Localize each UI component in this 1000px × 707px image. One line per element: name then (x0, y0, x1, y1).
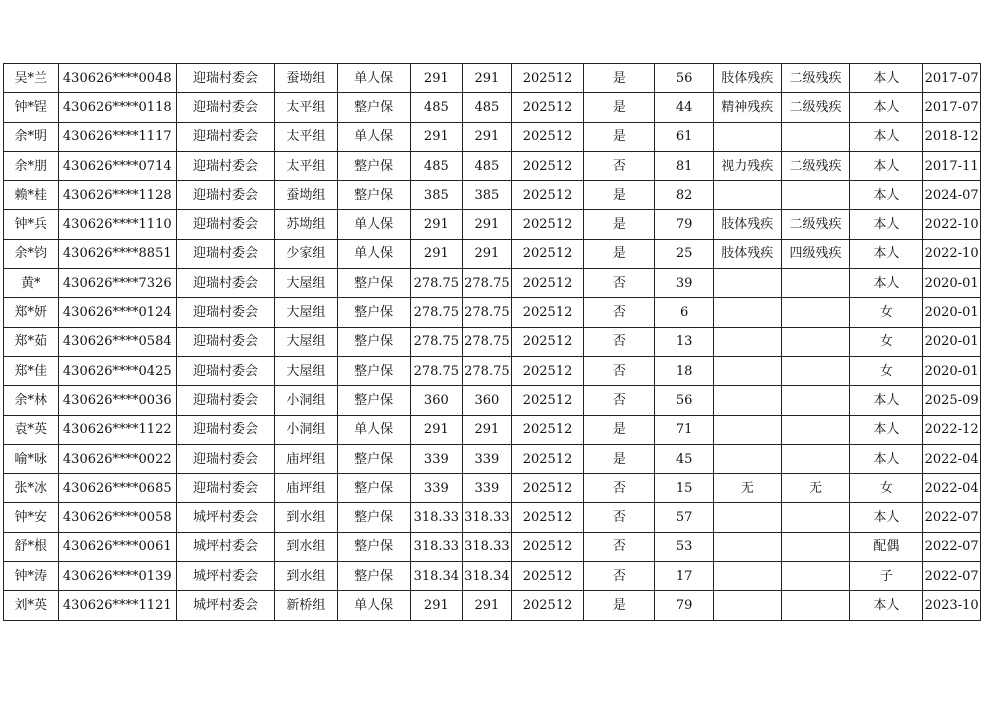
start-date-cell: 2018-12 (923, 122, 981, 151)
name-cell: 钟*安 (4, 503, 59, 532)
name-cell: 余*钧 (4, 239, 59, 268)
id-number-cell: 430626****0124 (58, 298, 176, 327)
village-committee-cell: 迎瑞村委会 (176, 151, 274, 180)
name-cell: 钟*兵 (4, 210, 59, 239)
start-date-cell: 2022-07 (923, 562, 981, 591)
period-cell: 202512 (511, 415, 584, 444)
disability-type-cell (713, 269, 781, 298)
coverage-type-cell: 整户保 (337, 269, 410, 298)
disability-type-cell: 肢体残疾 (713, 210, 781, 239)
disability-type-cell: 视力残疾 (713, 151, 781, 180)
disability-type-cell (713, 444, 781, 473)
age-cell: 15 (655, 474, 714, 503)
village-committee-cell: 迎瑞村委会 (176, 93, 274, 122)
flag-cell: 是 (584, 122, 655, 151)
name-cell: 黄* (4, 269, 59, 298)
standard-amount-cell: 291 (410, 210, 463, 239)
standard-amount-cell: 318.34 (410, 562, 463, 591)
coverage-type-cell: 整户保 (337, 444, 410, 473)
id-number-cell: 430626****0118 (58, 93, 176, 122)
standard-amount-cell: 278.75 (410, 298, 463, 327)
relation-cell: 女 (850, 474, 923, 503)
payment-amount-cell: 291 (463, 239, 512, 268)
standard-amount-cell: 291 (410, 239, 463, 268)
period-cell: 202512 (511, 356, 584, 385)
disability-type-cell (713, 562, 781, 591)
group-cell: 太平组 (275, 151, 338, 180)
disability-type-cell: 无 (713, 474, 781, 503)
age-cell: 71 (655, 415, 714, 444)
disability-level-cell (781, 386, 850, 415)
payment-amount-cell: 318.34 (463, 562, 512, 591)
age-cell: 6 (655, 298, 714, 327)
period-cell: 202512 (511, 562, 584, 591)
start-date-cell: 2022-07 (923, 532, 981, 561)
village-committee-cell: 城坪村委会 (176, 532, 274, 561)
coverage-type-cell: 单人保 (337, 591, 410, 620)
payment-amount-cell: 485 (463, 151, 512, 180)
coverage-type-cell: 整户保 (337, 181, 410, 210)
table-row (4, 210, 981, 239)
relation-cell: 本人 (850, 181, 923, 210)
flag-cell: 是 (584, 210, 655, 239)
disability-level-cell (781, 356, 850, 385)
village-committee-cell: 城坪村委会 (176, 562, 274, 591)
disability-type-cell: 肢体残疾 (713, 64, 781, 93)
name-cell: 张*冰 (4, 474, 59, 503)
group-cell: 到水组 (275, 503, 338, 532)
period-cell: 202512 (511, 239, 584, 268)
age-cell: 56 (655, 386, 714, 415)
payment-amount-cell: 360 (463, 386, 512, 415)
start-date-cell: 2025-09 (923, 386, 981, 415)
relation-cell: 本人 (850, 93, 923, 122)
period-cell: 202512 (511, 532, 584, 561)
age-cell: 25 (655, 239, 714, 268)
payment-amount-cell: 291 (463, 210, 512, 239)
payment-amount-cell: 291 (463, 591, 512, 620)
standard-amount-cell: 485 (410, 151, 463, 180)
relief-recipient-table (3, 63, 981, 621)
standard-amount-cell: 339 (410, 474, 463, 503)
flag-cell: 是 (584, 93, 655, 122)
period-cell: 202512 (511, 503, 584, 532)
group-cell: 到水组 (275, 532, 338, 561)
age-cell: 81 (655, 151, 714, 180)
village-committee-cell: 迎瑞村委会 (176, 415, 274, 444)
table-row (4, 239, 981, 268)
village-committee-cell: 迎瑞村委会 (176, 239, 274, 268)
name-cell: 余*朋 (4, 151, 59, 180)
village-committee-cell: 城坪村委会 (176, 591, 274, 620)
start-date-cell: 2020-01 (923, 269, 981, 298)
coverage-type-cell: 单人保 (337, 122, 410, 151)
period-cell: 202512 (511, 591, 584, 620)
start-date-cell: 2022-04 (923, 474, 981, 503)
id-number-cell: 430626****0139 (58, 562, 176, 591)
id-number-cell: 430626****8851 (58, 239, 176, 268)
start-date-cell: 2017-07 (923, 64, 981, 93)
flag-cell: 是 (584, 181, 655, 210)
table-row (4, 356, 981, 385)
payment-amount-cell: 339 (463, 444, 512, 473)
period-cell: 202512 (511, 444, 584, 473)
table-row (4, 474, 981, 503)
name-cell: 刘*英 (4, 591, 59, 620)
payment-amount-cell: 385 (463, 181, 512, 210)
village-committee-cell: 迎瑞村委会 (176, 122, 274, 151)
table-row (4, 532, 981, 561)
name-cell: 钟*锃 (4, 93, 59, 122)
table-row (4, 444, 981, 473)
flag-cell: 否 (584, 503, 655, 532)
start-date-cell: 2022-04 (923, 444, 981, 473)
disability-level-cell (781, 181, 850, 210)
table-row (4, 503, 981, 532)
disability-level-cell (781, 591, 850, 620)
id-number-cell: 430626****7326 (58, 269, 176, 298)
id-number-cell: 430626****1122 (58, 415, 176, 444)
start-date-cell: 2022-10 (923, 210, 981, 239)
payment-amount-cell: 278.75 (463, 327, 512, 356)
start-date-cell: 2024-07 (923, 181, 981, 210)
period-cell: 202512 (511, 122, 584, 151)
table-row (4, 298, 981, 327)
name-cell: 舒*根 (4, 532, 59, 561)
disability-type-cell (713, 181, 781, 210)
group-cell: 大屋组 (275, 298, 338, 327)
relation-cell: 本人 (850, 503, 923, 532)
group-cell: 新桥组 (275, 591, 338, 620)
flag-cell: 否 (584, 356, 655, 385)
table-row (4, 269, 981, 298)
table-row (4, 386, 981, 415)
flag-cell: 否 (584, 298, 655, 327)
name-cell: 袁*英 (4, 415, 59, 444)
age-cell: 17 (655, 562, 714, 591)
id-number-cell: 430626****1117 (58, 122, 176, 151)
id-number-cell: 430626****0048 (58, 64, 176, 93)
table-row (4, 122, 981, 151)
payment-amount-cell: 278.75 (463, 356, 512, 385)
coverage-type-cell: 整户保 (337, 503, 410, 532)
relation-cell: 配偶 (850, 532, 923, 561)
group-cell: 太平组 (275, 122, 338, 151)
group-cell: 大屋组 (275, 356, 338, 385)
standard-amount-cell: 278.75 (410, 327, 463, 356)
id-number-cell: 430626****1121 (58, 591, 176, 620)
disability-type-cell (713, 298, 781, 327)
disability-type-cell: 精神残疾 (713, 93, 781, 122)
start-date-cell: 2022-07 (923, 503, 981, 532)
group-cell: 大屋组 (275, 269, 338, 298)
age-cell: 79 (655, 210, 714, 239)
payment-amount-cell: 318.33 (463, 532, 512, 561)
name-cell: 郑*妍 (4, 298, 59, 327)
village-committee-cell: 迎瑞村委会 (176, 356, 274, 385)
age-cell: 61 (655, 122, 714, 151)
start-date-cell: 2020-01 (923, 327, 981, 356)
table-row (4, 151, 981, 180)
coverage-type-cell: 整户保 (337, 474, 410, 503)
disability-level-cell (781, 298, 850, 327)
disability-type-cell (713, 356, 781, 385)
disability-type-cell (713, 591, 781, 620)
disability-type-cell (713, 122, 781, 151)
payment-amount-cell: 278.75 (463, 269, 512, 298)
disability-level-cell (781, 269, 850, 298)
standard-amount-cell: 360 (410, 386, 463, 415)
payment-amount-cell: 318.33 (463, 503, 512, 532)
table-body (4, 64, 981, 621)
village-committee-cell: 迎瑞村委会 (176, 298, 274, 327)
disability-level-cell (781, 503, 850, 532)
id-number-cell: 430626****1128 (58, 181, 176, 210)
age-cell: 82 (655, 181, 714, 210)
coverage-type-cell: 单人保 (337, 415, 410, 444)
relation-cell: 女 (850, 298, 923, 327)
flag-cell: 否 (584, 269, 655, 298)
start-date-cell: 2023-10 (923, 591, 981, 620)
group-cell: 到水组 (275, 562, 338, 591)
name-cell: 赖*桂 (4, 181, 59, 210)
disability-type-cell (713, 503, 781, 532)
group-cell: 庙坪组 (275, 474, 338, 503)
village-committee-cell: 迎瑞村委会 (176, 444, 274, 473)
village-committee-cell: 迎瑞村委会 (176, 474, 274, 503)
period-cell: 202512 (511, 327, 584, 356)
coverage-type-cell: 整户保 (337, 356, 410, 385)
age-cell: 44 (655, 93, 714, 122)
disability-type-cell (713, 327, 781, 356)
age-cell: 57 (655, 503, 714, 532)
standard-amount-cell: 291 (410, 415, 463, 444)
disability-level-cell (781, 562, 850, 591)
age-cell: 53 (655, 532, 714, 561)
disability-level-cell: 无 (781, 474, 850, 503)
payment-amount-cell: 291 (463, 122, 512, 151)
standard-amount-cell: 318.33 (410, 503, 463, 532)
payment-amount-cell: 485 (463, 93, 512, 122)
disability-level-cell: 二级残疾 (781, 151, 850, 180)
table-row (4, 562, 981, 591)
disability-level-cell (781, 532, 850, 561)
group-cell: 大屋组 (275, 327, 338, 356)
start-date-cell: 2020-01 (923, 298, 981, 327)
relation-cell: 女 (850, 356, 923, 385)
flag-cell: 是 (584, 64, 655, 93)
name-cell: 喻*咏 (4, 444, 59, 473)
disability-type-cell (713, 532, 781, 561)
relation-cell: 本人 (850, 591, 923, 620)
coverage-type-cell: 单人保 (337, 64, 410, 93)
payment-amount-cell: 339 (463, 474, 512, 503)
disability-level-cell: 二级残疾 (781, 64, 850, 93)
village-committee-cell: 迎瑞村委会 (176, 386, 274, 415)
disability-level-cell (781, 122, 850, 151)
start-date-cell: 2022-12 (923, 415, 981, 444)
group-cell: 小洞组 (275, 415, 338, 444)
age-cell: 56 (655, 64, 714, 93)
period-cell: 202512 (511, 64, 584, 93)
start-date-cell: 2017-07 (923, 93, 981, 122)
disability-type-cell (713, 415, 781, 444)
age-cell: 39 (655, 269, 714, 298)
table-row (4, 181, 981, 210)
coverage-type-cell: 整户保 (337, 298, 410, 327)
start-date-cell: 2020-01 (923, 356, 981, 385)
relation-cell: 本人 (850, 415, 923, 444)
village-committee-cell: 迎瑞村委会 (176, 181, 274, 210)
disability-level-cell (781, 444, 850, 473)
disability-level-cell: 四级残疾 (781, 239, 850, 268)
flag-cell: 否 (584, 474, 655, 503)
village-committee-cell: 迎瑞村委会 (176, 327, 274, 356)
relation-cell: 本人 (850, 386, 923, 415)
table-row (4, 415, 981, 444)
group-cell: 蚕坳组 (275, 64, 338, 93)
id-number-cell: 430626****0058 (58, 503, 176, 532)
coverage-type-cell: 整户保 (337, 532, 410, 561)
age-cell: 45 (655, 444, 714, 473)
relation-cell: 本人 (850, 64, 923, 93)
village-committee-cell: 城坪村委会 (176, 503, 274, 532)
relation-cell: 子 (850, 562, 923, 591)
standard-amount-cell: 278.75 (410, 269, 463, 298)
coverage-type-cell: 整户保 (337, 386, 410, 415)
relation-cell: 本人 (850, 444, 923, 473)
coverage-type-cell: 整户保 (337, 327, 410, 356)
group-cell: 蚕坳组 (275, 181, 338, 210)
standard-amount-cell: 291 (410, 122, 463, 151)
flag-cell: 否 (584, 386, 655, 415)
coverage-type-cell: 整户保 (337, 151, 410, 180)
age-cell: 18 (655, 356, 714, 385)
disability-level-cell (781, 415, 850, 444)
standard-amount-cell: 485 (410, 93, 463, 122)
flag-cell: 是 (584, 239, 655, 268)
flag-cell: 否 (584, 532, 655, 561)
standard-amount-cell: 291 (410, 64, 463, 93)
table-row (4, 327, 981, 356)
id-number-cell: 430626****0714 (58, 151, 176, 180)
relation-cell: 女 (850, 327, 923, 356)
relation-cell: 本人 (850, 269, 923, 298)
flag-cell: 否 (584, 327, 655, 356)
payment-amount-cell: 291 (463, 64, 512, 93)
standard-amount-cell: 278.75 (410, 356, 463, 385)
id-number-cell: 430626****0425 (58, 356, 176, 385)
relation-cell: 本人 (850, 239, 923, 268)
period-cell: 202512 (511, 269, 584, 298)
name-cell: 钟*涛 (4, 562, 59, 591)
start-date-cell: 2017-11 (923, 151, 981, 180)
period-cell: 202512 (511, 151, 584, 180)
id-number-cell: 430626****0022 (58, 444, 176, 473)
disability-level-cell: 二级残疾 (781, 93, 850, 122)
name-cell: 吴*兰 (4, 64, 59, 93)
flag-cell: 否 (584, 562, 655, 591)
table-row (4, 93, 981, 122)
table-row (4, 64, 981, 93)
id-number-cell: 430626****0061 (58, 532, 176, 561)
standard-amount-cell: 339 (410, 444, 463, 473)
coverage-type-cell: 整户保 (337, 562, 410, 591)
flag-cell: 是 (584, 591, 655, 620)
age-cell: 13 (655, 327, 714, 356)
disability-type-cell (713, 386, 781, 415)
name-cell: 余*明 (4, 122, 59, 151)
flag-cell: 是 (584, 415, 655, 444)
disability-level-cell (781, 327, 850, 356)
flag-cell: 否 (584, 151, 655, 180)
village-committee-cell: 迎瑞村委会 (176, 269, 274, 298)
start-date-cell: 2022-10 (923, 239, 981, 268)
period-cell: 202512 (511, 298, 584, 327)
period-cell: 202512 (511, 474, 584, 503)
period-cell: 202512 (511, 210, 584, 239)
flag-cell: 是 (584, 444, 655, 473)
id-number-cell: 430626****0685 (58, 474, 176, 503)
coverage-type-cell: 单人保 (337, 210, 410, 239)
village-committee-cell: 迎瑞村委会 (176, 64, 274, 93)
period-cell: 202512 (511, 93, 584, 122)
disability-level-cell: 二级残疾 (781, 210, 850, 239)
group-cell: 苏坳组 (275, 210, 338, 239)
group-cell: 太平组 (275, 93, 338, 122)
group-cell: 少家组 (275, 239, 338, 268)
coverage-type-cell: 整户保 (337, 93, 410, 122)
relation-cell: 本人 (850, 122, 923, 151)
table-row (4, 591, 981, 620)
period-cell: 202512 (511, 386, 584, 415)
name-cell: 郑*茹 (4, 327, 59, 356)
standard-amount-cell: 385 (410, 181, 463, 210)
relation-cell: 本人 (850, 210, 923, 239)
id-number-cell: 430626****1110 (58, 210, 176, 239)
id-number-cell: 430626****0036 (58, 386, 176, 415)
name-cell: 余*林 (4, 386, 59, 415)
age-cell: 79 (655, 591, 714, 620)
relation-cell: 本人 (850, 151, 923, 180)
group-cell: 小洞组 (275, 386, 338, 415)
coverage-type-cell: 单人保 (337, 239, 410, 268)
group-cell: 庙坪组 (275, 444, 338, 473)
disability-type-cell: 肢体残疾 (713, 239, 781, 268)
name-cell: 郑*佳 (4, 356, 59, 385)
id-number-cell: 430626****0584 (58, 327, 176, 356)
payment-amount-cell: 291 (463, 415, 512, 444)
village-committee-cell: 迎瑞村委会 (176, 210, 274, 239)
period-cell: 202512 (511, 181, 584, 210)
standard-amount-cell: 291 (410, 591, 463, 620)
payment-amount-cell: 278.75 (463, 298, 512, 327)
standard-amount-cell: 318.33 (410, 532, 463, 561)
